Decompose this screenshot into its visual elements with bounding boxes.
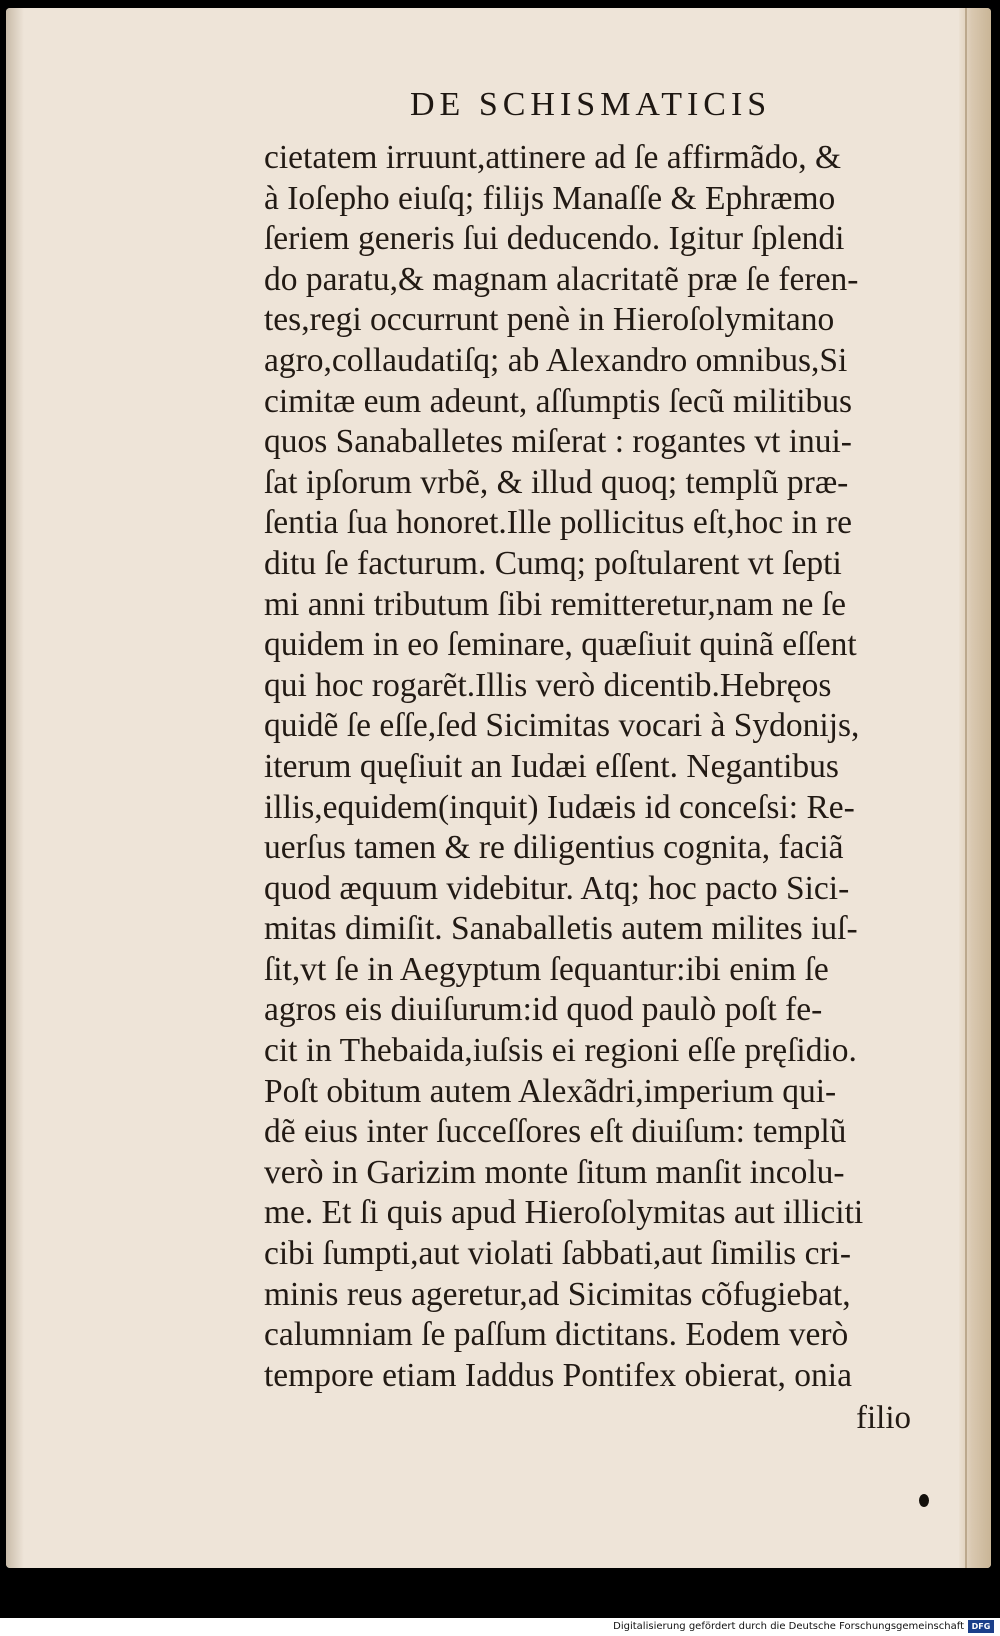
- catchword: filio: [856, 1400, 911, 1436]
- text-line: qui hoc rogarẽt.Illis verò dicentib.Hebręos: [264, 666, 832, 704]
- text-line: ſit,vt ſe in Aegyptum ſequantur:ibi enim ſe: [264, 950, 829, 988]
- text-line: verò in Garizim monte ſitum manſit incolu-: [264, 1153, 845, 1191]
- text-line: à Ioſepho eiuſq; filijs Manaſſe & Ephræmo: [264, 179, 836, 217]
- body-text: [264, 138, 934, 1396]
- text-line: calumniam ſe paſſum dictitans. Eodem verò: [264, 1316, 849, 1354]
- text-line: dẽ eius inter ſucceſſores eſt diuiſum: templũ: [264, 1113, 847, 1151]
- page-edge: [959, 8, 991, 1568]
- text-line: uerſus tamen & re diligentius cognita, faciã: [264, 829, 844, 867]
- text-line: illis,equidem(inquit) Iudæis id conceſsi: Re-: [264, 788, 855, 826]
- text-line: tempore etiam Iaddus Pontifex obierat, onia: [264, 1356, 852, 1394]
- text-line: quidẽ ſe eſſe,ſed Sicimitas vocari à Sydonijs,: [264, 707, 860, 745]
- text-line: agros eis diuiſurum:id quod paulò poſt fe-: [264, 991, 823, 1029]
- text-line: quod æquum videbitur. Atq; hoc pacto Sici-: [264, 869, 850, 907]
- text-line: ſentia ſua honoret.Ille pollicitus eſt,hoc in re: [264, 504, 852, 542]
- text-line: agro,collaudatiſq; ab Alexandro omnibus,Si: [264, 341, 848, 379]
- text-line: ſat ipſorum vrbẽ, & illud quoq; templũ præ-: [264, 463, 849, 501]
- text-line: quos Sanaballetes miſerat : rogantes vt inui-: [264, 423, 852, 461]
- text-line: quidem in eo ſeminare, quæſiuit quinã eſſent: [264, 626, 857, 664]
- footer-bar: [0, 1618, 1000, 1636]
- text-line: cimitæ eum adeunt, aſſumptis ſecũ militibus: [264, 382, 853, 420]
- text-line: ſeriem generis ſui deducendo. Igitur ſplendi: [264, 220, 845, 258]
- gutter-shadow: [6, 8, 24, 1568]
- text-line: ditu ſe facturum. Cumq; poſtularent vt ſepti: [264, 544, 842, 582]
- text-line: cietatem irruunt,attinere ad ſe affirmãdo, &: [264, 139, 842, 176]
- text-line: me. Et ſi quis apud Hieroſolymitas aut illiciti: [264, 1194, 864, 1232]
- running-head: DE SCHISMATICIS: [410, 86, 772, 123]
- text-line: Poſt obitum autem Alexãdri,imperium qui-: [264, 1072, 837, 1110]
- footer-credit: Digitalisierung gefördert durch die Deutsche Forschungsgemeinschaft: [613, 1621, 964, 1632]
- text-line: minis reus ageretur,ad Sicimitas cõfugiebat,: [264, 1275, 851, 1313]
- book-page: [6, 8, 991, 1568]
- text-line: tes,regi occurrunt penè in Hieroſolymitano: [264, 301, 835, 339]
- text-line: cibi ſumpti,aut violati ſabbati,aut ſimilis cri-: [264, 1235, 852, 1273]
- text-line: iterum quęſiuit an Iudæi eſſent. Negantibus: [264, 747, 839, 785]
- text-line: mi anni tributum ſibi remitteretur,nam ne ſe: [264, 585, 846, 623]
- signature-mark: [919, 1494, 929, 1507]
- text-line: cit in Thebaida,iuſsis ei regioni eſſe pręſidio.: [264, 1032, 857, 1070]
- text-line: mitas dimiſit. Sanaballetis autem milites iuſ-: [264, 910, 858, 948]
- dfg-logo: DFG: [968, 1620, 994, 1633]
- text-line: do paratu,& magnam alacritatẽ præ ſe feren-: [264, 260, 859, 298]
